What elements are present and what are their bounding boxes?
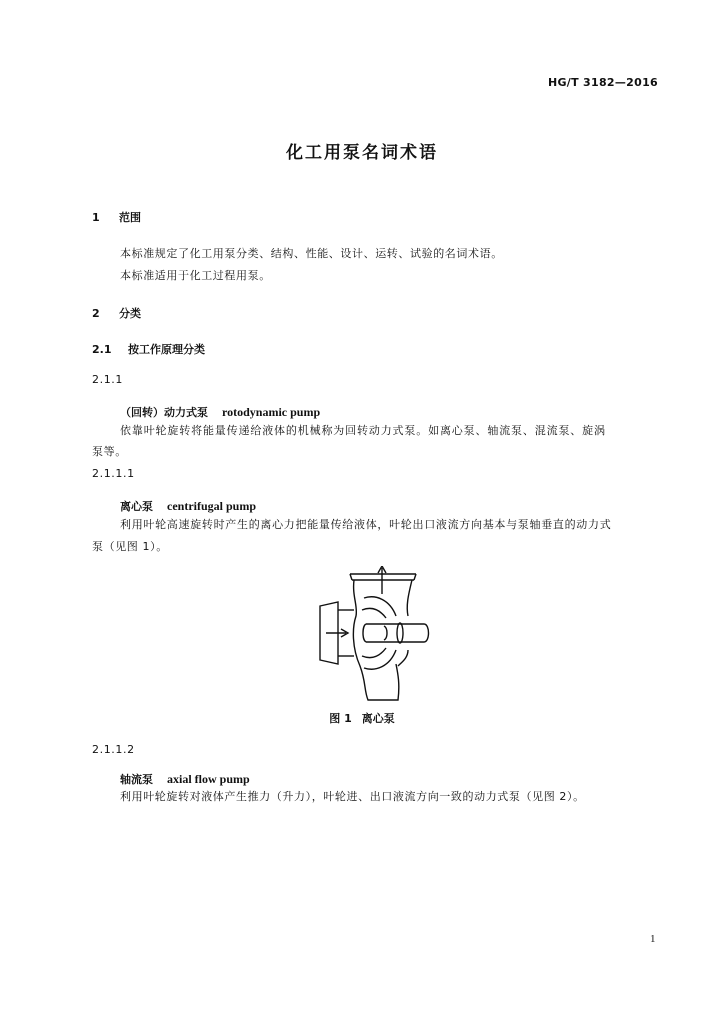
- figure-1-label: 离心泵: [361, 712, 395, 725]
- term-en: rotodynamic pump: [222, 405, 321, 419]
- section-2-title: 分类: [119, 307, 141, 320]
- term-zh: 轴流泵: [120, 773, 153, 786]
- section-2-1-title: 按工作原理分类: [128, 343, 205, 356]
- centrifugal-pump-figure: [316, 566, 436, 710]
- figure-1-number: 图 1: [329, 712, 352, 725]
- section-2-number: 2: [92, 307, 100, 320]
- term-centrifugal-pump: [120, 495, 256, 514]
- term-en: centrifugal pump: [167, 499, 257, 513]
- section-2-1-1-1-number: 2.1.1.1: [92, 467, 135, 480]
- section-1-paragraph-1: 本标准规定了化工用泵分类、结构、性能、设计、运转、试验的名词术语。: [120, 247, 503, 260]
- standard-number: HG/T 3182—2016: [547, 76, 658, 89]
- term-zh: （回转）动力式泵: [120, 406, 208, 419]
- definition-line-1: 利用叶轮高速旋转时产生的离心力把能量传给液体，叶轮出口液流方向基本与泵轴垂直的动力式: [120, 518, 612, 531]
- section-1-paragraph-2: 本标准适用于化工过程用泵。: [120, 269, 271, 282]
- section-2-1-number: 2.1: [92, 343, 112, 356]
- section-2-1-heading: [92, 341, 205, 357]
- term-rotodynamic-pump: [120, 401, 320, 420]
- definition-line-2: 泵等。: [92, 445, 127, 458]
- term-en: axial flow pump: [167, 772, 250, 786]
- section-2-heading: [92, 305, 141, 321]
- term-zh: 离心泵: [120, 500, 153, 513]
- centrifugal-pump-drawing: [316, 566, 436, 706]
- section-1-heading: [92, 209, 141, 225]
- term-axial-flow-pump: [120, 768, 250, 787]
- section-1-number: 1: [92, 211, 100, 224]
- section-1-title: 范围: [119, 211, 141, 224]
- figure-1-caption: [0, 710, 724, 726]
- definition-line-1: 利用叶轮旋转对液体产生推力（升力），叶轮进、出口液流方向一致的动力式泵（见图 2）。: [120, 790, 585, 803]
- page-number: 1: [650, 933, 656, 945]
- definition-line-2: 泵（见图 1）。: [92, 540, 168, 553]
- document-title: 化工用泵名词术语: [286, 143, 438, 163]
- section-2-1-1-number: 2.1.1: [92, 373, 123, 386]
- section-2-1-1-2-number: 2.1.1.2: [92, 743, 135, 756]
- definition-line-1: 依靠叶轮旋转将能量传递给液体的机械称为回转动力式泵。如离心泵、轴流泵、混流泵、旋涡: [120, 424, 606, 437]
